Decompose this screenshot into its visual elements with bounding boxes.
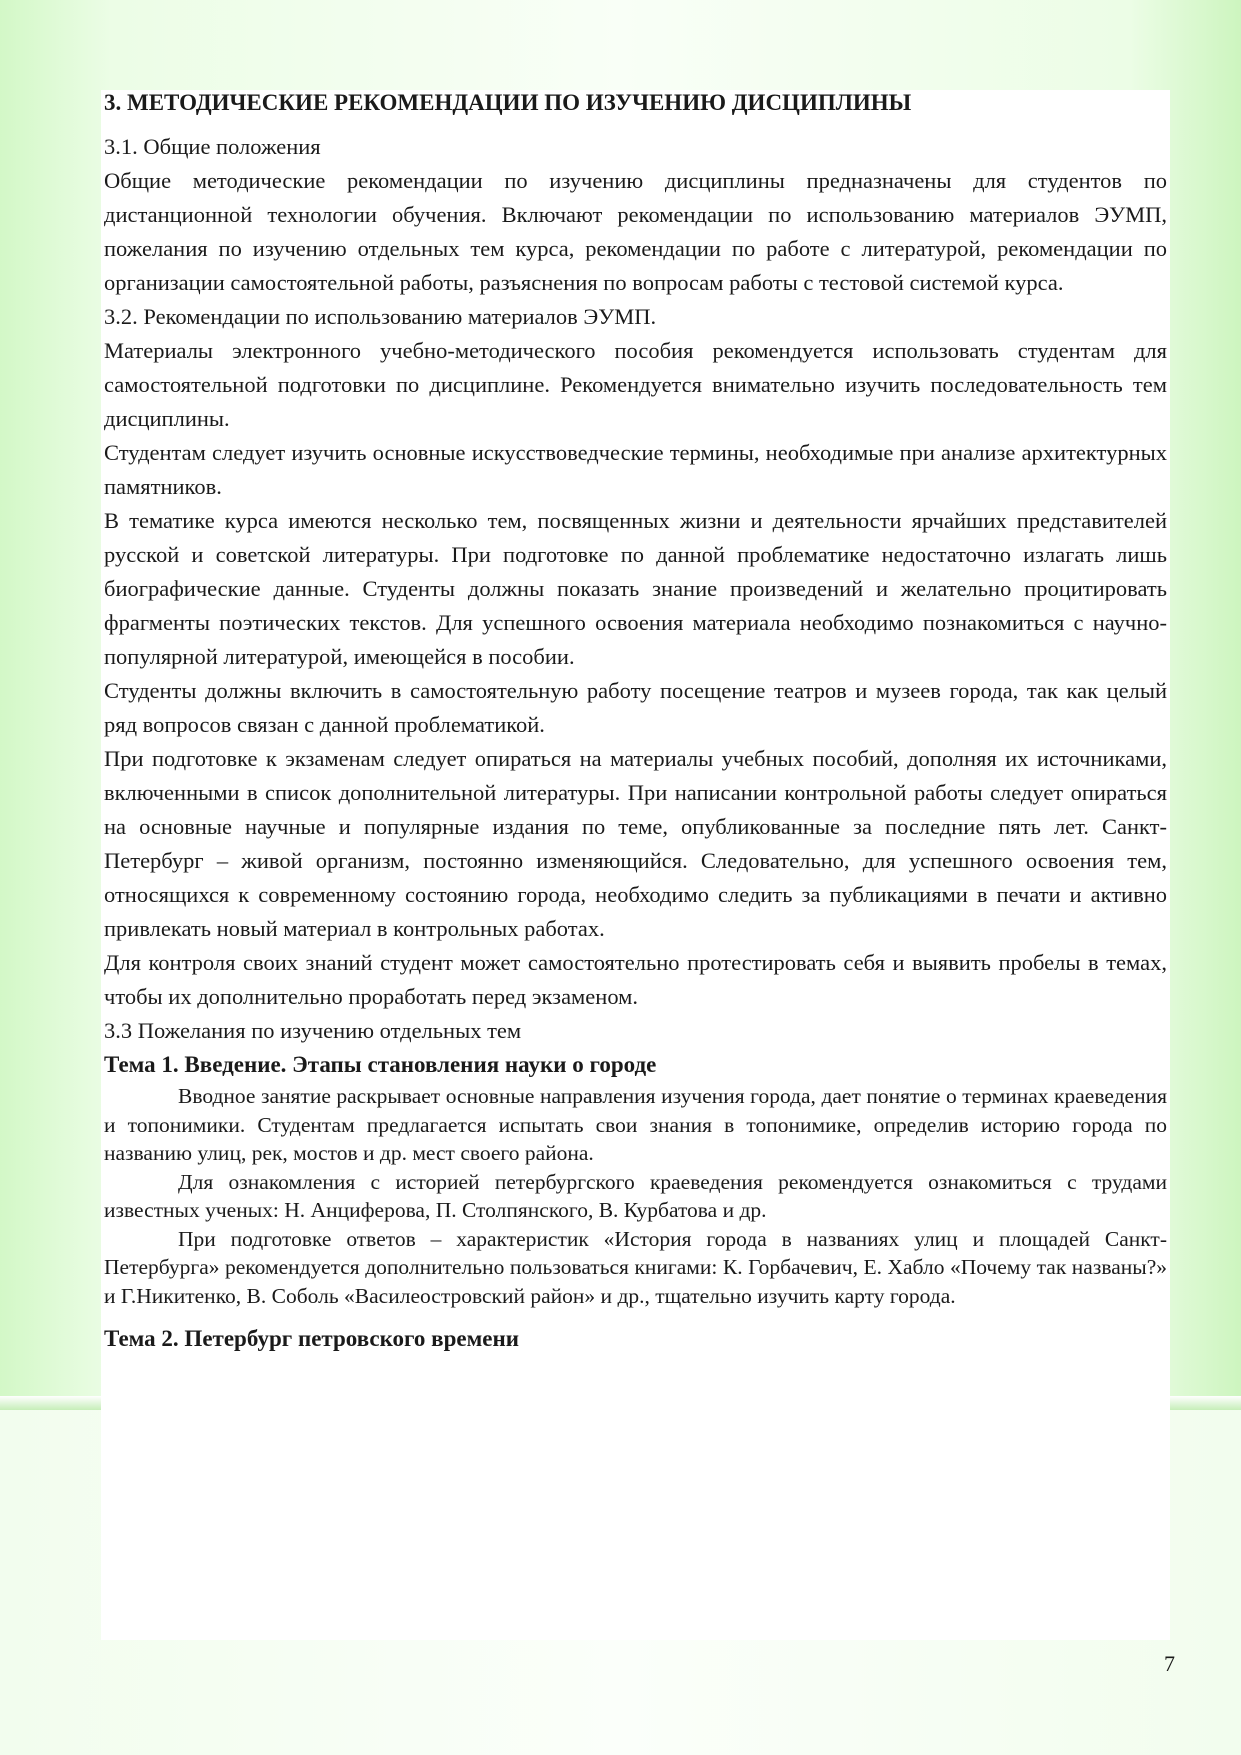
topic-1-paragraph-books: При подготовке ответов – характеристик «История города в названиях улиц и площадей Санкт-Петербурга» рекомендуется дополнительно пользоваться книгами: К. Горбачевич, Е. Хабло «Почему так названы?» и Г.Никитенко, В. Соболь «Василеостровский район» и др., тщательно изучить карту города. xyxy=(104,1226,1167,1308)
topic-1-heading: Тема 1. Введение. Этапы становления науки о городе xyxy=(104,1052,657,1077)
paragraph-terms: Студентам следует изучить основные искусствоведческие термины, необходимые при анализе архитектурных памятников. xyxy=(104,440,1167,499)
topic-2-heading: Тема 2. Петербург петровского времени xyxy=(104,1326,519,1351)
subsection-heading-general: 3.1. Общие положения xyxy=(104,134,321,159)
section-heading: 3. МЕТОДИЧЕСКИЕ РЕКОМЕНДАЦИИ ПО ИЗУЧЕНИЮ ДИСЦИПЛИНЫ xyxy=(104,90,912,115)
paragraph-theatres-museums: Студенты должны включить в самостоятельную работу посещение театров и музеев города, так как целый ряд вопросов связан с данной проблематикой. xyxy=(104,678,1167,737)
page-number: 7 xyxy=(1164,1651,1175,1676)
paragraph-exam-preparation: При подготовке к экзаменам следует опираться на материалы учебных пособий, дополняя их источниками, включенными в список дополнительной литературы. При написании контрольной работы следует опираться на основные научные и популярные издания по теме, опубликованные за последние пять лет. Санкт-Петербург – живой организм, постоянно изменяющийся. Следовательно, для успешного освоения тем, относящихся к современному состоянию города, необходимо следить за публикациями в печати и активно привлекать новый материал в контрольных работах. xyxy=(104,746,1167,941)
subsection-heading-topics: 3.3 Пожелания по изучению отдельных тем xyxy=(104,1018,522,1043)
paragraph-self-testing: Для контроля своих знаний студент может самостоятельно протестировать себя и выявить пробелы в темах, чтобы их дополнительно проработать перед экзаменом. xyxy=(104,950,1167,1009)
paragraph-materials: Материалы электронного учебно-методического пособия рекомендуется использовать студентам для самостоятельной подготовки по дисциплине. Рекомендуется внимательно изучить последовательность тем дисциплины. xyxy=(104,338,1167,431)
paragraph-general: Общие методические рекомендации по изучению дисциплины предназначены для студентов по дистанционной технологии обучения. Включают рекомендации по использованию материалов ЭУМП, пожелания по изучению отдельных тем курса, рекомендации по работе с литературой, рекомендации по организации самостоятельной работы, разъяснения по вопросам работы с тестовой системой курса. xyxy=(104,168,1167,295)
paragraph-literature-topics: В тематике курса имеются несколько тем, посвященных жизни и деятельности ярчайших представителей русской и советской литературы. При подготовке по данной проблематике недостаточно излагать лишь биографические данные. Студенты должны показать знание произведений и желательно процитировать фрагменты поэтических текстов. Для успешного освоения материала необходимо познакомиться с научно-популярной литературой, имеющейся в пособии. xyxy=(104,508,1167,669)
topic-1-paragraph-historians: Для ознакомления с историей петербургского краеведения рекомендуется ознакомиться с трудами известных ученых: Н. Анциферова, П. Столпянского, В. Курбатова и др. xyxy=(104,1169,1167,1222)
topic-1-paragraph-intro: Вводное занятие раскрывает основные направления изучения города, дает понятие о терминах краеведения и топонимики. Студентам предлагается испытать свои знания в топонимике, определив историю города по названию улиц, рек, мостов и др. мест своего района. xyxy=(104,1084,1167,1165)
subsection-heading-materials: 3.2. Рекомендации по использованию материалов ЭУМП. xyxy=(104,304,657,329)
document-content xyxy=(104,86,1167,1356)
